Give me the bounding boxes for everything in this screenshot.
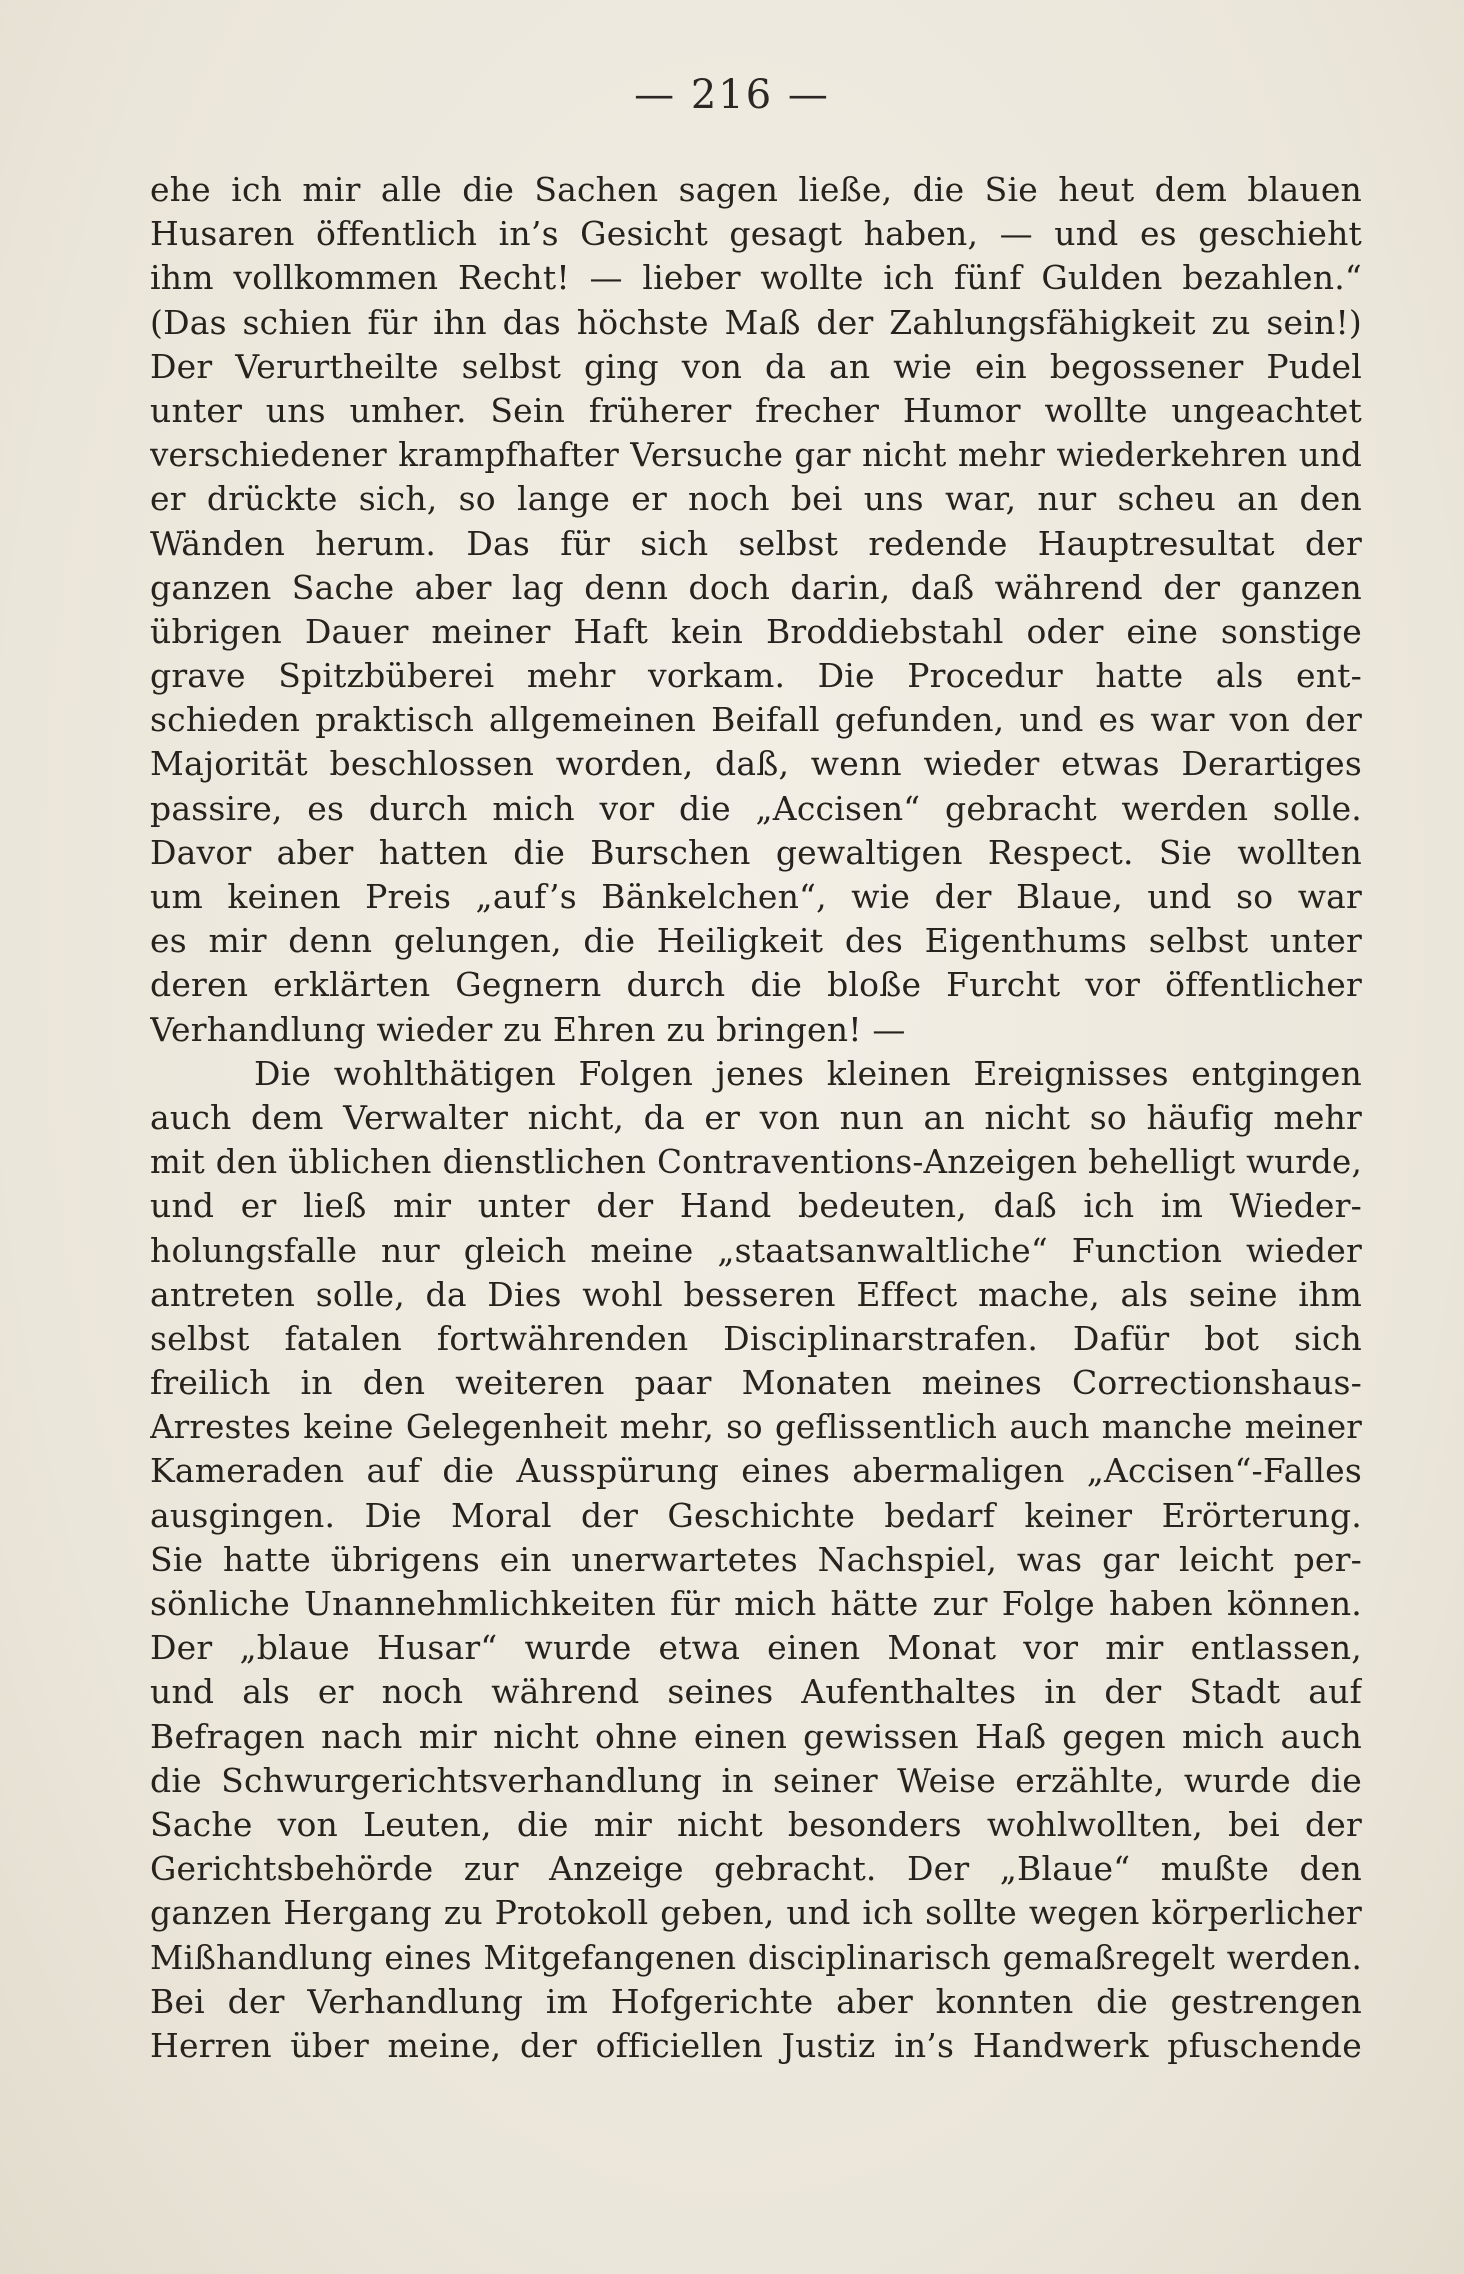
text-line: und als er noch während seines Aufenthaltes in der Stadt auf [150, 1672, 1362, 1712]
text-line: Herren über meine, der officiellen Justiz in’s Handwerk pfuschende [150, 2025, 1362, 2065]
text-line: Kameraden auf die Ausspürung eines abermaligen „Accisen“-Falles [150, 1451, 1362, 1491]
text-line: ganzen Hergang zu Protokoll geben, und ich sollte wegen körperlicher [150, 1893, 1362, 1933]
text-line: grave Spitzbüberei mehr vorkam. Die Procedur hatte als ent- [150, 656, 1362, 696]
text-line: Gerichtsbehörde zur Anzeige gebracht. Der „Blaue“ mußte den [150, 1849, 1362, 1889]
text-line: (Das schien für ihn das höchste Maß der Zahlungsfähigkeit zu sein!) [150, 302, 1362, 342]
text-line: holungsfalle nur gleich meine „staatsanwaltliche“ Function wieder [150, 1230, 1362, 1270]
text-line: Befragen nach mir nicht ohne einen gewissen Haß gegen mich auch [150, 1716, 1362, 1756]
text-line: deren erklärten Gegnern durch die bloße Furcht vor öffentlicher [150, 965, 1362, 1005]
text-line: antreten solle, da Dies wohl besseren Effect mache, als seine ihm [150, 1274, 1362, 1314]
text-line: Der Verurtheilte selbst ging von da an wie ein begossener Pudel [150, 346, 1362, 386]
text-line: Die wohlthätigen Folgen jenes kleinen Ereignisses entgingen [254, 1053, 1362, 1093]
body-text [150, 168, 1362, 2068]
text-line: Sache von Leuten, die mir nicht besonders wohlwollten, bei der [150, 1804, 1362, 1844]
text-line: übrigen Dauer meiner Haft kein Broddiebstahl oder eine sonstige [150, 611, 1362, 651]
text-line: es mir denn gelungen, die Heiligkeit des Eigenthums selbst unter [150, 921, 1362, 961]
text-line: schieden praktisch allgemeinen Beifall gefunden, und es war von der [150, 700, 1362, 740]
text-line: freilich in den weiteren paar Monaten meines Correctionshaus- [150, 1363, 1362, 1403]
text-line: passire, es durch mich vor die „Accisen“ gebracht werden solle. [150, 788, 1362, 828]
text-line: ehe ich mir alle die Sachen sagen ließe, die Sie heut dem blauen [150, 170, 1362, 209]
text-line: um keinen Preis „auf’s Bänkelchen“, wie der Blaue, und so war [150, 877, 1362, 916]
text-line: ausgingen. Die Moral der Geschichte bedarf keiner Erörterung. [150, 1495, 1362, 1535]
text-line: verschiedener krampfhafter Versuche gar nicht mehr wiederkehren und [150, 436, 1362, 475]
text-line: Der „blaue Husar“ wurde etwa einen Monat vor mir entlassen, [150, 1628, 1362, 1668]
text-line: Wänden herum. Das für sich selbst redende Hauptresultat der [150, 523, 1362, 563]
text-line: selbst fatalen fortwährenden Disciplinarstrafen. Dafür bot sich [150, 1318, 1362, 1358]
text-line: ihm vollkommen Recht! — lieber wollte ich fünf Gulden bezahlen.“ [150, 258, 1362, 298]
text-line: Husaren öffentlich in’s Gesicht gesagt haben, — und es geschieht [150, 214, 1362, 254]
text-line: Mißhandlung eines Mitgefangenen disciplinarisch gemaßregelt werden. [150, 1938, 1362, 1977]
text-line: und er ließ mir unter der Hand bedeuten, daß ich im Wieder- [150, 1186, 1362, 1226]
text-line: unter uns umher. Sein früherer frecher Humor wollte ungeachtet [150, 390, 1362, 430]
text-line: Arrestes keine Gelegenheit mehr, so geflissentlich auch manche meiner [150, 1408, 1362, 1447]
text-line: Sie hatte übrigens ein unerwartetes Nachspiel, was gar leicht per- [150, 1539, 1362, 1579]
text-line: Bei der Verhandlung im Hofgerichte aber konnten die gestrengen [150, 1981, 1362, 2021]
text-line: Davor aber hatten die Burschen gewaltigen Respect. Sie wollten [150, 832, 1362, 872]
text-line: sönliche Unannehmlichkeiten für mich hätte zur Folge haben können. [150, 1584, 1362, 1623]
text-line: mit den üblichen dienstlichen Contraventions-Anzeigen behelligt wurde, [150, 1143, 1362, 1182]
text-line: er drückte sich, so lange er noch bei uns war, nur scheu an den [150, 479, 1362, 519]
text-line: Verhandlung wieder zu Ehren zu bringen! — [150, 1009, 906, 1049]
text-line: die Schwurgerichtsverhandlung in seiner Weise erzählte, wurde die [150, 1760, 1362, 1800]
text-line: Majorität beschlossen worden, daß, wenn wieder etwas Derartiges [150, 744, 1362, 784]
text-line: ganzen Sache aber lag denn doch darin, daß während der ganzen [150, 567, 1362, 607]
text-line: auch dem Verwalter nicht, da er von nun an nicht so häufig mehr [150, 1097, 1362, 1137]
page-number: — 216 — [634, 72, 830, 118]
